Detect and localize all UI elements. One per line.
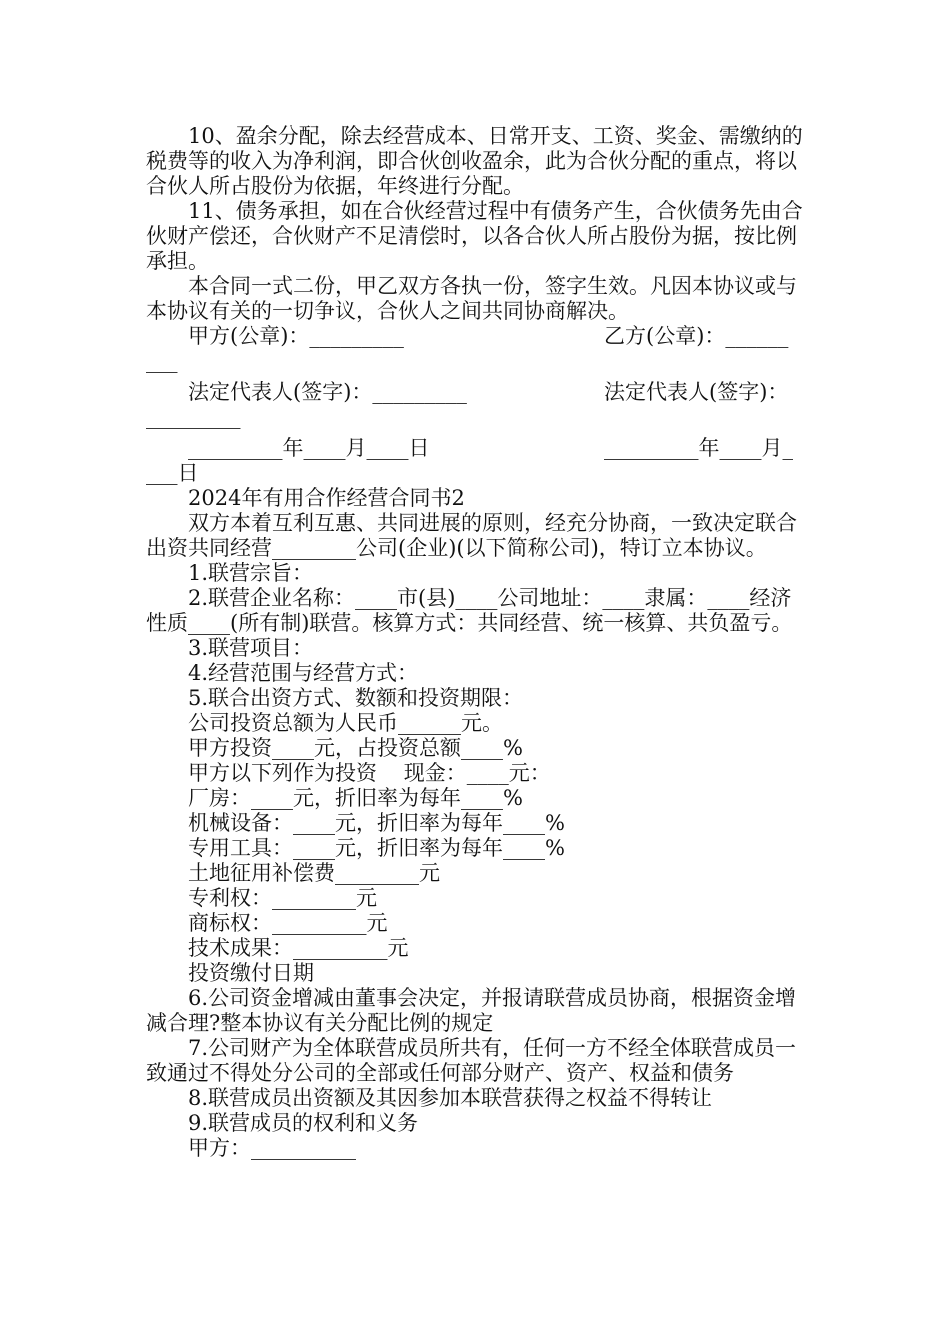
item-9: 9.联营成员的权利和义务 (188, 1111, 419, 1135)
item-7: 7.公司财产为全体联营成员所共有，任何一方不经全体联营成员一致通过不得处分公司的全部或任何部分财产、资产、权益和债务 (146, 1036, 797, 1085)
investment-total: 公司投资总额为人民币______元。 (188, 711, 503, 735)
item-6: 6.公司资金增减由董事会决定，并报请联营成员协商，根据资金增减合理?整本协议有关分配比例的规定 (146, 986, 797, 1035)
investment-party-a: 甲方投资____元，占投资总额____% (188, 736, 523, 760)
date-row (146, 436, 810, 461)
item-5: 5.联合出资方式、数额和投资期限： (188, 686, 524, 710)
investment-plant: 厂房：____元，折旧率为每年____% (188, 786, 523, 810)
investment-patent: 专利权：________元 (188, 886, 377, 910)
investment-trademark: 商标权：_________元 (188, 911, 388, 935)
clause-final: 本合同一式二份，甲乙双方各执一份，签字生效。凡因本协议或与本协议有关的一切争议，合伙人之间共同协商解决。 (146, 274, 797, 323)
item-8: 8.联营成员出资额及其因参加本联营获得之权益不得转让 (188, 1086, 713, 1110)
item-2: 2.联营企业名称：____市(县)____公司地址：____隶属：____经济性质____(所有制)联营。核算方式：共同经营、统一核算、共负盈亏。 (146, 586, 793, 635)
date-a: _________年____月____日 (188, 436, 430, 460)
party-a-seal: 甲方(公章)：_________ (188, 324, 404, 348)
investment-cash: 甲方以下列作为投资 现金：____元： (188, 761, 551, 785)
party-b-seal: 乙方(公章)：______ (604, 324, 789, 348)
investment-tools: 专用工具：____元，折旧率为每年____% (188, 836, 565, 860)
document-body (146, 124, 810, 1161)
item-3: 3.联营项目： (188, 636, 314, 660)
item-4: 4.经营范围与经营方式： (188, 661, 419, 685)
party-b-seal-continuation: ___ (146, 349, 178, 373)
party-a-line: 甲方：__________ (188, 1136, 356, 1160)
contract2-title: 2024年有用合作经营合同书2 (188, 486, 465, 510)
contract2-intro: 双方本着互利互惠、共同进展的原则，经充分协商，一致决定联合出资共同经营________公司(企业)(以下简称公司)，特订立本协议。 (146, 511, 797, 560)
investment-technology: 技术成果：_________元 (188, 936, 409, 960)
seal-row (146, 324, 810, 349)
investment-machinery: 机械设备：____元，折旧率为每年____% (188, 811, 565, 835)
rep-b-signature: 法定代表人(签字)： (604, 380, 789, 404)
date-b: _________年____月_ (604, 436, 793, 460)
rep-b-continuation: _________ (146, 405, 241, 429)
investment-land: 土地征用补偿费________元 (188, 861, 440, 885)
representative-row (146, 380, 810, 405)
clause-10: 10、盈余分配，除去经营成本、日常开支、工资、奖金、需缴纳的税费等的收入为净利润，即合伙创收盈余，此为合伙分配的重点，将以合伙人所占股份为依据，年终进行分配。 (146, 124, 803, 198)
item-1: 1.联营宗旨： (188, 561, 314, 585)
date-b-continuation: ___日 (146, 461, 199, 485)
investment-payment-date: 投资缴付日期 (188, 961, 314, 985)
clause-11: 11、债务承担，如在合伙经营过程中有债务产生，合伙债务先由合伙财产偿还，合伙财产不足清偿时，以各合伙人所占股份为据，按比例承担。 (146, 199, 803, 273)
rep-a-signature: 法定代表人(签字)：_________ (188, 380, 467, 404)
